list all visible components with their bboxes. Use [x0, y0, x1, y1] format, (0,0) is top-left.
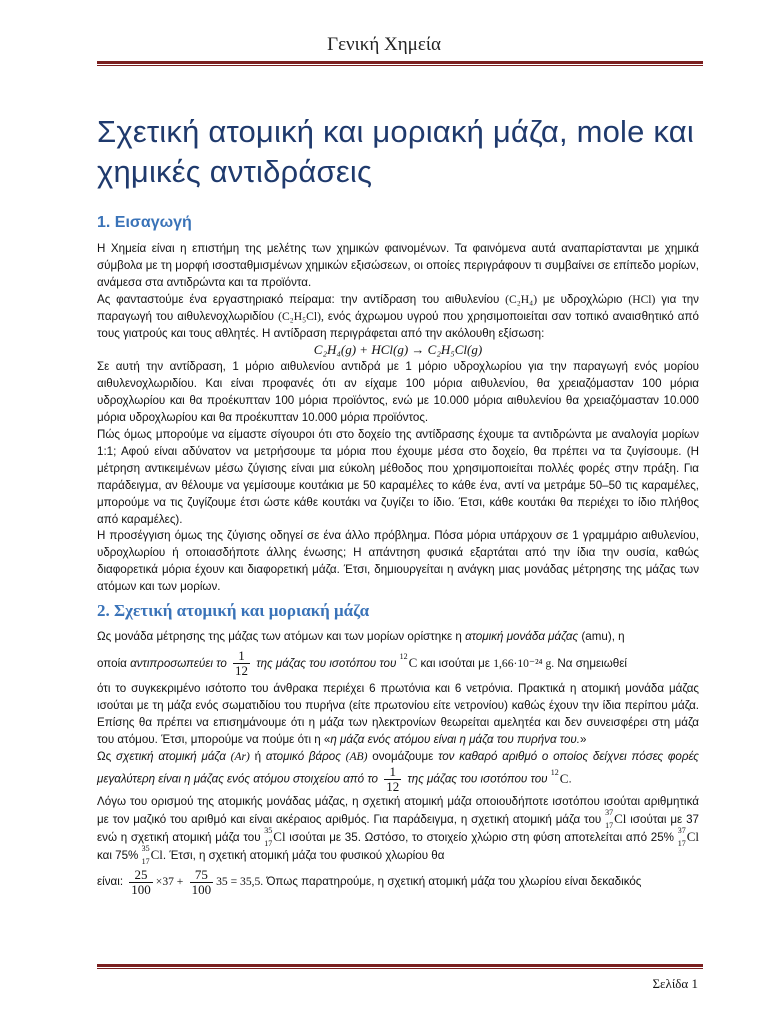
- paragraph: Λόγω του ορισμού της ατομικής μονάδας μάζας, η σχετική ατομική μάζα οποιουδήποτε ισοτόπου ισούται αριθμητικά με τον μαζικό του αριθμό και είναι ακέραιος αριθμός. Για παράδειγμα, η σχετική ατομική μάζα του 37 17 Cl ισούται με 37 ενώ η σχετική ατομική μάζα του 35 17 Cl ισούται με 35. Ωστόσο, το στοιχείο χλώριο στη φύση αποτελείται από 25% 37 17 Cl και 75% 35 17 Cl. Έτσι, η σχετική ατομική μάζα του φυσικού χλωρίου θα: [97, 795, 699, 867]
- isotope-symbol: 12 C: [399, 651, 418, 670]
- chapter-title: Σχετική ατομική και μοριακή μάζα, mole και χημικές αντιδράσεις: [97, 114, 694, 189]
- paragraph: Σε αυτή την αντίδραση, 1 μόριο αιθυλενίου αντιδρά με 1 μόριο υδροχλωρίου για την παραγωγή ενός μορίου αιθυλενοχλωριδίου. Και είναι προφανές ότι αν είχαμε 100 μόρια αιθυλενίου, θα χρειαζόμασταν 100 μόρια υδροχλωρίου και θα προέκυπταν 100 μόρια προϊόντος, ενώ με 10.000 μόρια αιθυλενίου θα χρειαζόμασταν 10.000 μόρια υδροχλωρίου και θα προέκυπταν 10.000 μόρια προϊόντος.: [97, 360, 699, 425]
- section1-body: [97, 241, 699, 596]
- isotope-symbol: 35 17 Cl: [264, 826, 286, 849]
- fraction: $\frac{25}{100}$: [131, 866, 151, 897]
- paragraph: Η προσέγγιση όμως της ζύγισης οδηγεί σε ένα άλλο πρόβλημα. Πόσα μόρια υπάρχουν σε 1 γραμμάριο αιθυλενίου, υδροχλωρίου ή οποιασδήποτε άλλης ένωσης; Η απάντηση φυσικά εξαρτάται από την ίδια την ουσία, καθώς διαφορετικά μόρια έχουν και διαφορετική μάζα. Έτσι, δημιουργείται η ανάγκη μιας μονάδας μέτρησης της μάζας των ατόμων και των μορίων.: [97, 529, 699, 594]
- paragraph: είναι: $\frac{25}{100}$ ×37 + $\frac{75}{100}$ 35 = 35,5. Όπως παρατηρούμε, η σχετική ατομική μάζα του χλωρίου είναι δεκαδικός: [97, 866, 642, 897]
- paragraph: Ως σχετική ατομική μάζα (Ar) ή ατομικό βάρος (AB) ονομάζουμε τον καθαρό αριθμό ο οποίος δείχνει πόσες φορές μεγαλύτερη είναι η μάζας ενός ατόμου στοιχείου από το $\frac{1}{12}$ της μάζας του ισοτόπου του 12 C.: [97, 749, 699, 795]
- paragraph: οποία αντιπροσωπεύει το $\frac{1}{12}$ της μάζας του ισοτόπου του 12 C και ισούται με 1,66·10⁻²⁴ g. Να σημειωθεί: [97, 646, 699, 681]
- section-heading-introduction: 1. Εισαγωγή: [97, 214, 192, 231]
- section2-body: [97, 629, 699, 899]
- isotope-symbol: 12 C: [550, 768, 569, 786]
- fraction: $\frac{1}{12}$: [235, 648, 249, 679]
- header-rule: [97, 61, 703, 64]
- chemical-equation: C₂H₄(g) + HCl(g) → C₂H₅Cl(g): [313, 342, 483, 358]
- isotope-symbol: 37 17 Cl: [677, 826, 699, 849]
- paragraph: Η Χημεία είναι η επιστήμη της μελέτης των χημικών φαινομένων. Τα φαινόμενα αυτά αναπαρίστανται με χημικά σύμβολα με τη μορφή ισοσταθμισμένων χημικών εξισώσεων, οι οποίες περιγράφουν τι συμβαίνει σε επίπεδο μορίων, ανάμεσα στα αντιδρώντα και τα προϊόντα.: [97, 242, 699, 289]
- fraction: $\frac{1}{12}$: [386, 764, 400, 795]
- header-rule-thin: [97, 65, 703, 66]
- section-heading-relative-mass: 2. Σχετική ατομική και μοριακή μάζα: [97, 601, 370, 620]
- footer-rule: [97, 964, 703, 967]
- isotope-symbol: 37 17 Cl: [605, 808, 627, 831]
- page-number: Σελίδα 1: [652, 976, 698, 991]
- paragraph: Ας φανταστούμε ένα εργαστηριακό πείραμα: την αντίδραση του αιθυλενίου (C₂H₄) με υδροχλώριο (HCl) για την παραγωγή του αιθυλενοχλωριδίου (C₂H₅Cl), ενός άχρωμου υγρού που χρησιμοποιείται σαν τοπικό αναισθητικό από τους γιατρούς και τους αθλητές. Η αντίδραση περιγράφεται από την ακόλουθη εξίσωση:: [97, 292, 699, 340]
- isotope-symbol: 35 17 Cl: [141, 844, 163, 867]
- paragraph: ότι το συγκεκριμένο ισότοπο του άνθρακα περιέχει 6 πρωτόνια και 6 νετρόνια. Πρακτικά η ατομική μονάδα μάζας ισούται με τη μάζα ενός σωματιδίου του πυρήνα (είτε πρωτονίου είτε νετρονίου) καθώς έχουν την ίδια περίπου μάζα. Επίσης θα πρέπει να επισημάνουμε ότι η μάζα των ηλεκτρονίων θεωρείται αμελητέα και δεν συνεισφέρει στη μάζα του ατόμου. Έτσι, μπορούμε να πούμε ότι η «η μάζα ενός ατόμου είναι η μάζα του πυρήνα του.»: [97, 681, 699, 746]
- paragraph: Ως μονάδα μέτρησης της μάζας των ατόμων και των μορίων ορίστηκε η ατομική μονάδα μάζας (amu), η: [97, 630, 625, 643]
- fraction: $\frac{75}{100}$: [191, 866, 212, 897]
- running-header: Γενική Χημεία: [327, 34, 441, 55]
- footer-rule-thin: [97, 968, 703, 969]
- paragraph: Πώς όμως μπορούμε να είμαστε σίγουροι ότι στο δοχείο της αντίδρασης έχουμε τα αντιδρώντα με αναλογία μορίων 1:1; Αφού είναι αδύνατον να μετρήσουμε τα μόρια που έχουμε μέσα στο δοχείο, θα πρέπει να τα ζυγίσουμε. (Η μέτρηση αντικειμένων μέσω ζύγισης είναι μια εύκολη μέθοδος που χρησιμοποιείται πολλές φορές στην πράξη. Για παράδειγμα, αν θέλουμε να γεμίσουμε κουτάκια με 50 καραμέλες το κάθε ένα, αντί να μετράμε 50–50 τις καραμέλες, μπορούμε να τις ζυγίζουμε έτσι ώστε κάθε κουτάκι να ζυγίζει το ίδιο. Έτσι, κάθε κουτάκι θα περιέχει το ίδιο πλήθος από καραμέλες).: [97, 427, 699, 526]
